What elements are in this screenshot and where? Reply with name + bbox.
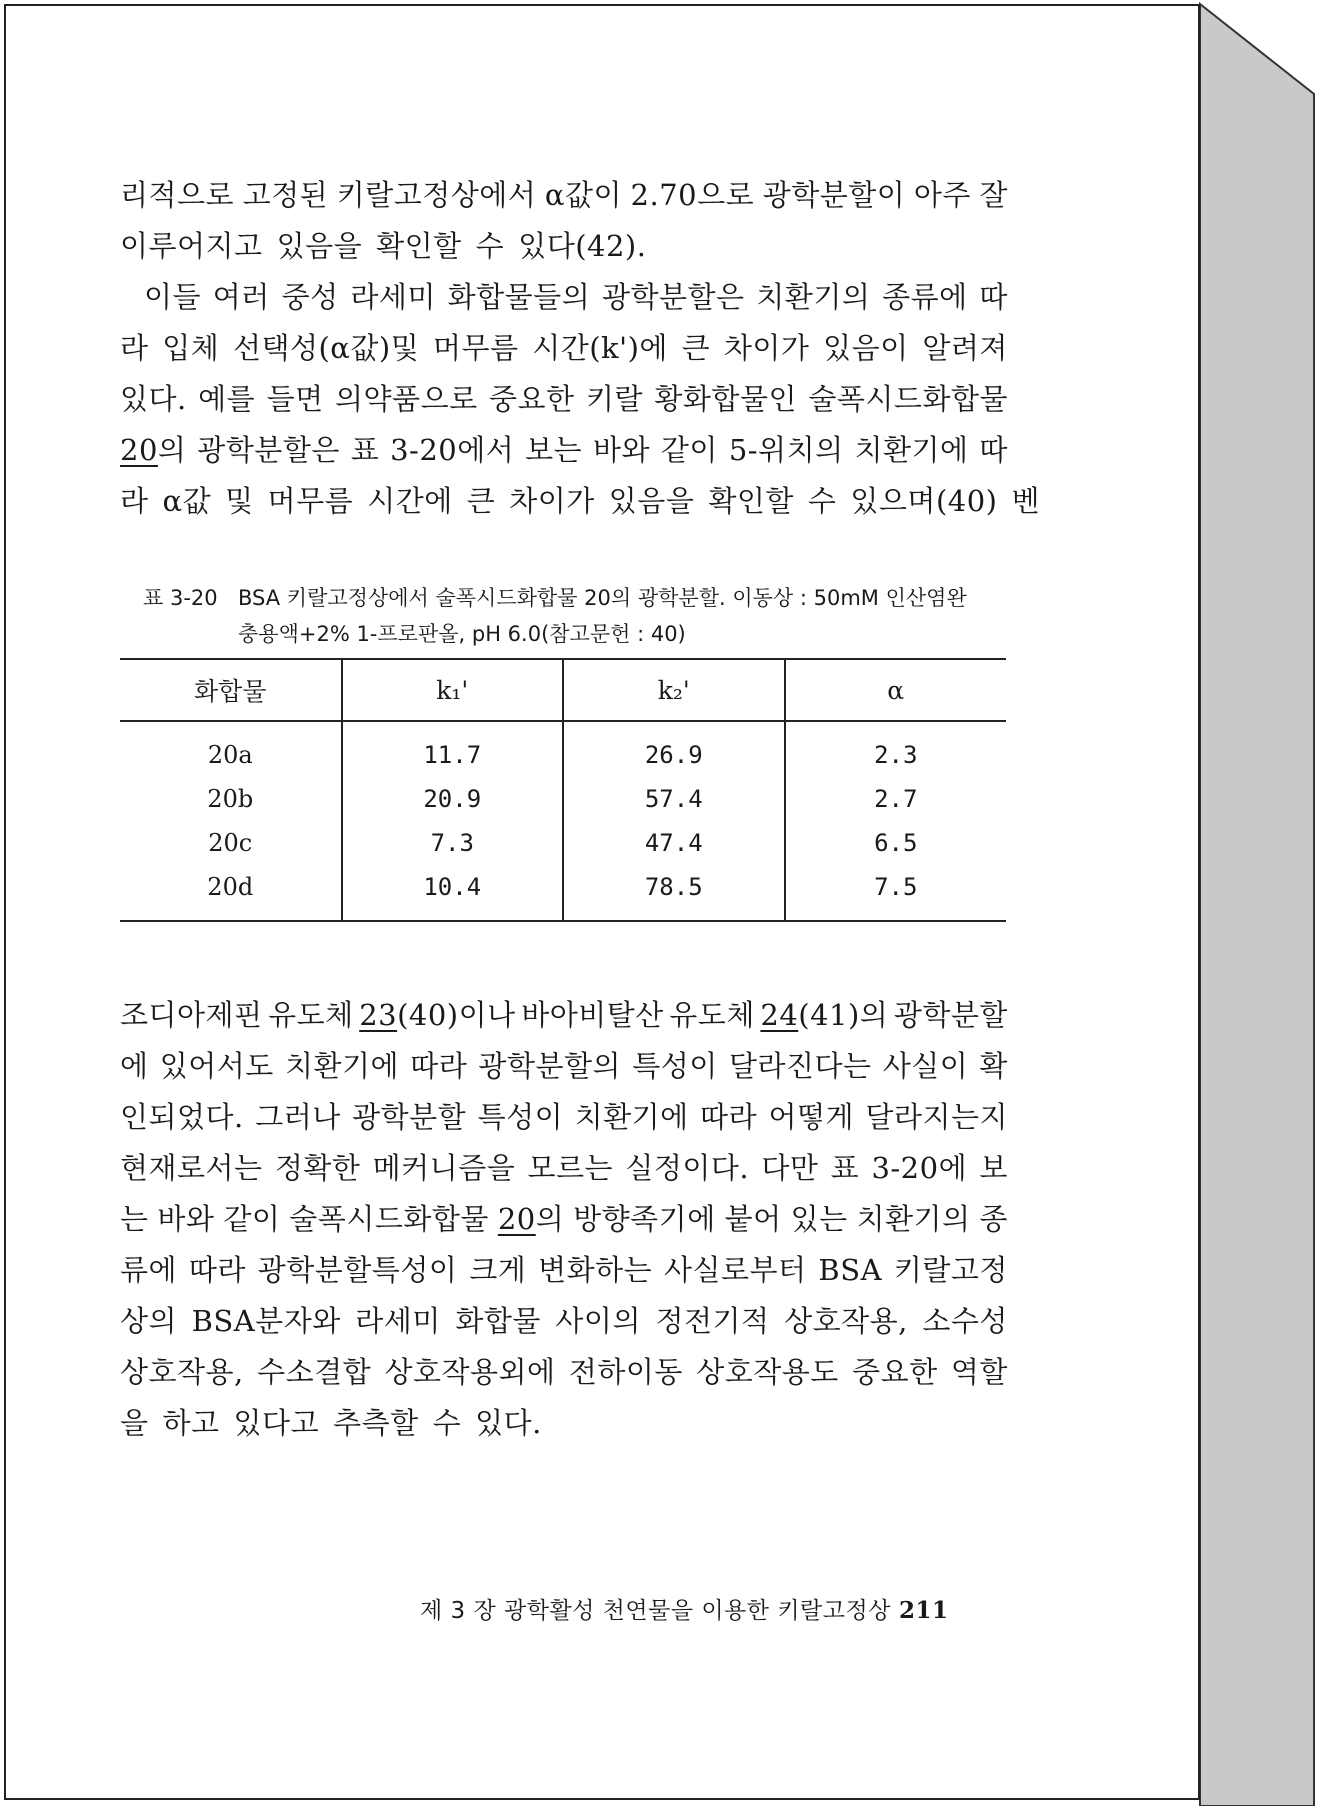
word: 20의 <box>497 1202 565 1236</box>
word: 상호작용도 <box>696 1355 839 1389</box>
table-cell: 2.7 <box>785 777 1007 821</box>
word: 조디아제핀 <box>120 998 263 1032</box>
word: 정전기적 <box>655 1304 770 1338</box>
text-line <box>120 374 1008 425</box>
word: 라세미 <box>350 280 436 314</box>
table-cell: 20b <box>207 785 254 813</box>
word: 유도체 <box>268 998 354 1032</box>
word: 상호작용, <box>784 1304 908 1338</box>
word: 알려져 <box>922 331 1008 365</box>
word: 전하이동 <box>568 1355 683 1389</box>
word: 달라지는지 <box>865 1100 1008 1134</box>
word: 을 <box>120 1406 149 1440</box>
word: 이들 <box>144 280 202 314</box>
word: 화합물 <box>455 1304 541 1338</box>
text-line <box>120 1398 1008 1449</box>
word: 23(40)이나 <box>359 998 516 1032</box>
word: 시간에 <box>367 484 453 518</box>
table-cell: 10.4 <box>342 865 564 921</box>
table-row <box>120 821 1006 865</box>
word: 키랄고정상에서 <box>336 178 537 212</box>
word: 유도체 <box>669 998 755 1032</box>
text-line <box>120 272 1008 323</box>
word: 5-위치의 <box>728 433 844 467</box>
word: 여러 <box>212 280 270 314</box>
paragraph-3 <box>120 990 1008 1449</box>
page-number: 211 <box>898 1597 949 1624</box>
word: 특성이 <box>477 1100 564 1134</box>
word: 보 <box>979 1151 1008 1185</box>
word: 들면 <box>266 382 324 416</box>
word: 20의 <box>120 433 187 467</box>
text-line <box>120 1245 1008 1296</box>
word: 현재로서는 <box>120 1151 263 1185</box>
word: 광학분할이 <box>762 178 906 212</box>
text-line <box>120 1143 1008 1194</box>
text-line <box>120 221 1008 272</box>
word: 달라진다는 <box>728 1049 872 1083</box>
table-cell: 78.5 <box>563 865 785 921</box>
word: 중요한 <box>852 1355 938 1389</box>
word: 같이 <box>660 433 718 467</box>
text-line <box>120 476 1040 527</box>
text-line <box>120 990 1008 1041</box>
table-header-alpha: α <box>785 659 1007 721</box>
page-footer <box>420 1592 1000 1625</box>
table-cell: 11.7 <box>342 721 564 777</box>
word: 화합물들의 <box>447 280 591 314</box>
text-line <box>120 1041 1008 1092</box>
word: 바와 <box>593 433 651 467</box>
word: 라 <box>120 484 149 518</box>
word: 그러나 <box>255 1100 341 1134</box>
word: 황화합물인 <box>654 382 797 416</box>
word: 있음이 <box>823 331 909 365</box>
word: 의약품으로 <box>335 382 478 416</box>
table-header-compound: 화합물 <box>120 659 342 721</box>
word: 종류에 <box>882 280 968 314</box>
word: 소수성 <box>922 1304 1008 1338</box>
word: 상의 <box>120 1304 178 1338</box>
word: 있어서도 <box>159 1049 274 1083</box>
table-row <box>120 865 1006 921</box>
word: 선택성(α값)및 <box>232 331 420 365</box>
word: BSA <box>818 1253 883 1287</box>
word: 예를 <box>198 382 256 416</box>
word: 치환기에 <box>574 1100 689 1134</box>
table-cell: 20.9 <box>342 777 564 821</box>
word: 광학분할의 <box>478 1049 621 1083</box>
word: 3-20에서 <box>390 433 515 467</box>
word: 실정이다. <box>625 1151 750 1185</box>
word: 인되었다. <box>120 1100 244 1134</box>
paragraph-1 <box>120 170 1008 272</box>
text-line <box>120 1347 1008 1398</box>
results-table <box>120 658 1006 922</box>
word: 아주 <box>913 178 971 212</box>
word: 치환기의 <box>756 280 871 314</box>
word: 어떻게 <box>768 1100 855 1134</box>
text-line <box>120 1092 1008 1143</box>
word: 광학분할특성이 <box>257 1253 458 1287</box>
word: 특성이 <box>632 1049 718 1083</box>
word: α값이 <box>544 178 622 212</box>
text-line <box>120 1194 1008 1245</box>
table-cell: 2.3 <box>785 721 1007 777</box>
word: 있다(42). <box>518 229 647 263</box>
word: 있다고 <box>233 1406 320 1440</box>
word: 종 <box>979 1202 1008 1236</box>
table-cell: 47.4 <box>563 821 785 865</box>
word: 라세미 <box>355 1304 441 1338</box>
word: 광학분할 <box>893 998 1008 1032</box>
word: 사이의 <box>555 1304 641 1338</box>
word: 있다. <box>475 1406 542 1440</box>
word: 있으며(40) <box>850 484 998 518</box>
table-cell: 7.3 <box>342 821 564 865</box>
table-caption-line1: BSA 키랄고정상에서 술폭시드화합물 20의 광학분할. 이동상 : 50mM 인산염완 <box>238 586 967 610</box>
word: 사실로부터 <box>663 1253 807 1287</box>
word: 따 <box>979 280 1008 314</box>
table-cell: 57.4 <box>563 777 785 821</box>
word: 광학분할 <box>352 1100 467 1134</box>
word: 같이 <box>223 1202 281 1236</box>
word: 역할 <box>950 1355 1008 1389</box>
word: 확 <box>979 1049 1008 1083</box>
word: 2.70으로 <box>630 178 755 212</box>
word: 표 <box>830 1151 860 1185</box>
word: 차이가 <box>723 331 810 365</box>
word: 치환기에 <box>284 1049 400 1083</box>
word: 는 <box>120 1202 149 1236</box>
word: 차이가 <box>509 484 595 518</box>
word: 에 <box>120 1049 149 1083</box>
word: 술폭시드화합물 <box>289 1202 489 1236</box>
word: 수 <box>807 484 837 518</box>
table-cell: 20a <box>207 741 253 769</box>
table-cell: 20c <box>208 829 253 857</box>
word: 라 <box>120 331 149 365</box>
word: 추측할 <box>333 1406 419 1440</box>
word: 치환기에 <box>854 433 969 467</box>
word: 큰 <box>466 484 496 518</box>
table-cell: 20d <box>120 865 342 921</box>
table-cell: 7.5 <box>785 865 1007 921</box>
word: 중요한 <box>489 382 575 416</box>
word: 확인할 <box>708 484 794 518</box>
word: 따라 <box>700 1100 758 1134</box>
word: 변화하는 <box>538 1253 653 1287</box>
word: 바와 <box>157 1202 215 1236</box>
word: 상호작용, <box>120 1355 244 1389</box>
word: 붙어 <box>724 1202 782 1236</box>
word: 류에 <box>120 1253 178 1287</box>
word: 모르는 <box>527 1151 614 1185</box>
word: 하고 <box>162 1406 220 1440</box>
table-header-row <box>120 659 1006 721</box>
word: 3-20에 <box>871 1151 968 1185</box>
word: 머무름 <box>267 484 354 518</box>
word: 24(41)의 <box>760 998 889 1032</box>
word: BSA분자와 <box>191 1304 341 1338</box>
word: 있음을 <box>276 229 363 263</box>
word: 광학분할은 <box>197 433 340 467</box>
table-row <box>120 721 1006 777</box>
word: 있음을 <box>608 484 695 518</box>
word: 있는 <box>790 1202 848 1236</box>
table-row <box>120 777 1006 821</box>
word: 벤 <box>1011 484 1040 518</box>
word: 메커니즘을 <box>372 1151 516 1185</box>
table-header-k2: k₂' <box>563 659 785 721</box>
word: 리적으로 <box>120 178 235 212</box>
paragraph-2 <box>120 272 1040 527</box>
table-cell: 6.5 <box>785 821 1007 865</box>
word: 이루어지고 <box>120 229 263 263</box>
word: 보는 <box>525 433 583 467</box>
word: 사실이 <box>882 1049 969 1083</box>
word: 술폭시드화합물 <box>808 382 1008 416</box>
word: 크게 <box>469 1253 527 1287</box>
chapter-title: 제 3 장 광학활성 천연물을 이용한 키랄고정상 <box>420 1598 891 1624</box>
word: 있다. <box>120 382 187 416</box>
word: 확인할 <box>376 229 462 263</box>
word: 잘 <box>979 178 1008 212</box>
word: 표 <box>350 433 380 467</box>
word: 바아비탈산 <box>521 998 664 1032</box>
word: 방향족기에 <box>573 1202 716 1236</box>
word: 입체 <box>162 331 220 365</box>
table-caption-label: 표 3-20 <box>143 586 218 610</box>
word: 키랄 <box>585 382 643 416</box>
word: 키랄고정 <box>893 1253 1008 1287</box>
table-caption-line2: 충용액+2% 1-프로판올, pH 6.0(참고문헌 : 40) <box>238 622 686 646</box>
word: 수소결합 <box>257 1355 372 1389</box>
text-line <box>120 1296 1008 1347</box>
word: 치환기의 <box>856 1202 971 1236</box>
text-line <box>120 170 1008 221</box>
word: 고정된 <box>242 178 329 212</box>
word: 정확한 <box>274 1151 361 1185</box>
word: 광학분할은 <box>601 280 745 314</box>
word: 상호작용외에 <box>384 1355 556 1389</box>
word: 큰 <box>681 331 711 365</box>
text-line <box>120 425 1008 476</box>
word: 따라 <box>188 1253 246 1287</box>
word: 수 <box>475 229 505 263</box>
word: 머무름 <box>432 331 519 365</box>
word: 다만 <box>761 1151 819 1185</box>
word: 따 <box>979 433 1008 467</box>
word: 수 <box>432 1406 462 1440</box>
word: α값 <box>162 484 212 518</box>
word: 및 <box>225 484 254 518</box>
table-header-k1: k₁' <box>342 659 564 721</box>
word: 중성 <box>281 280 339 314</box>
table-cell: 26.9 <box>563 721 785 777</box>
text-line <box>120 323 1008 374</box>
word: 따라 <box>410 1049 468 1083</box>
word: 시간(k')에 <box>532 331 668 365</box>
table-caption <box>143 580 1013 652</box>
